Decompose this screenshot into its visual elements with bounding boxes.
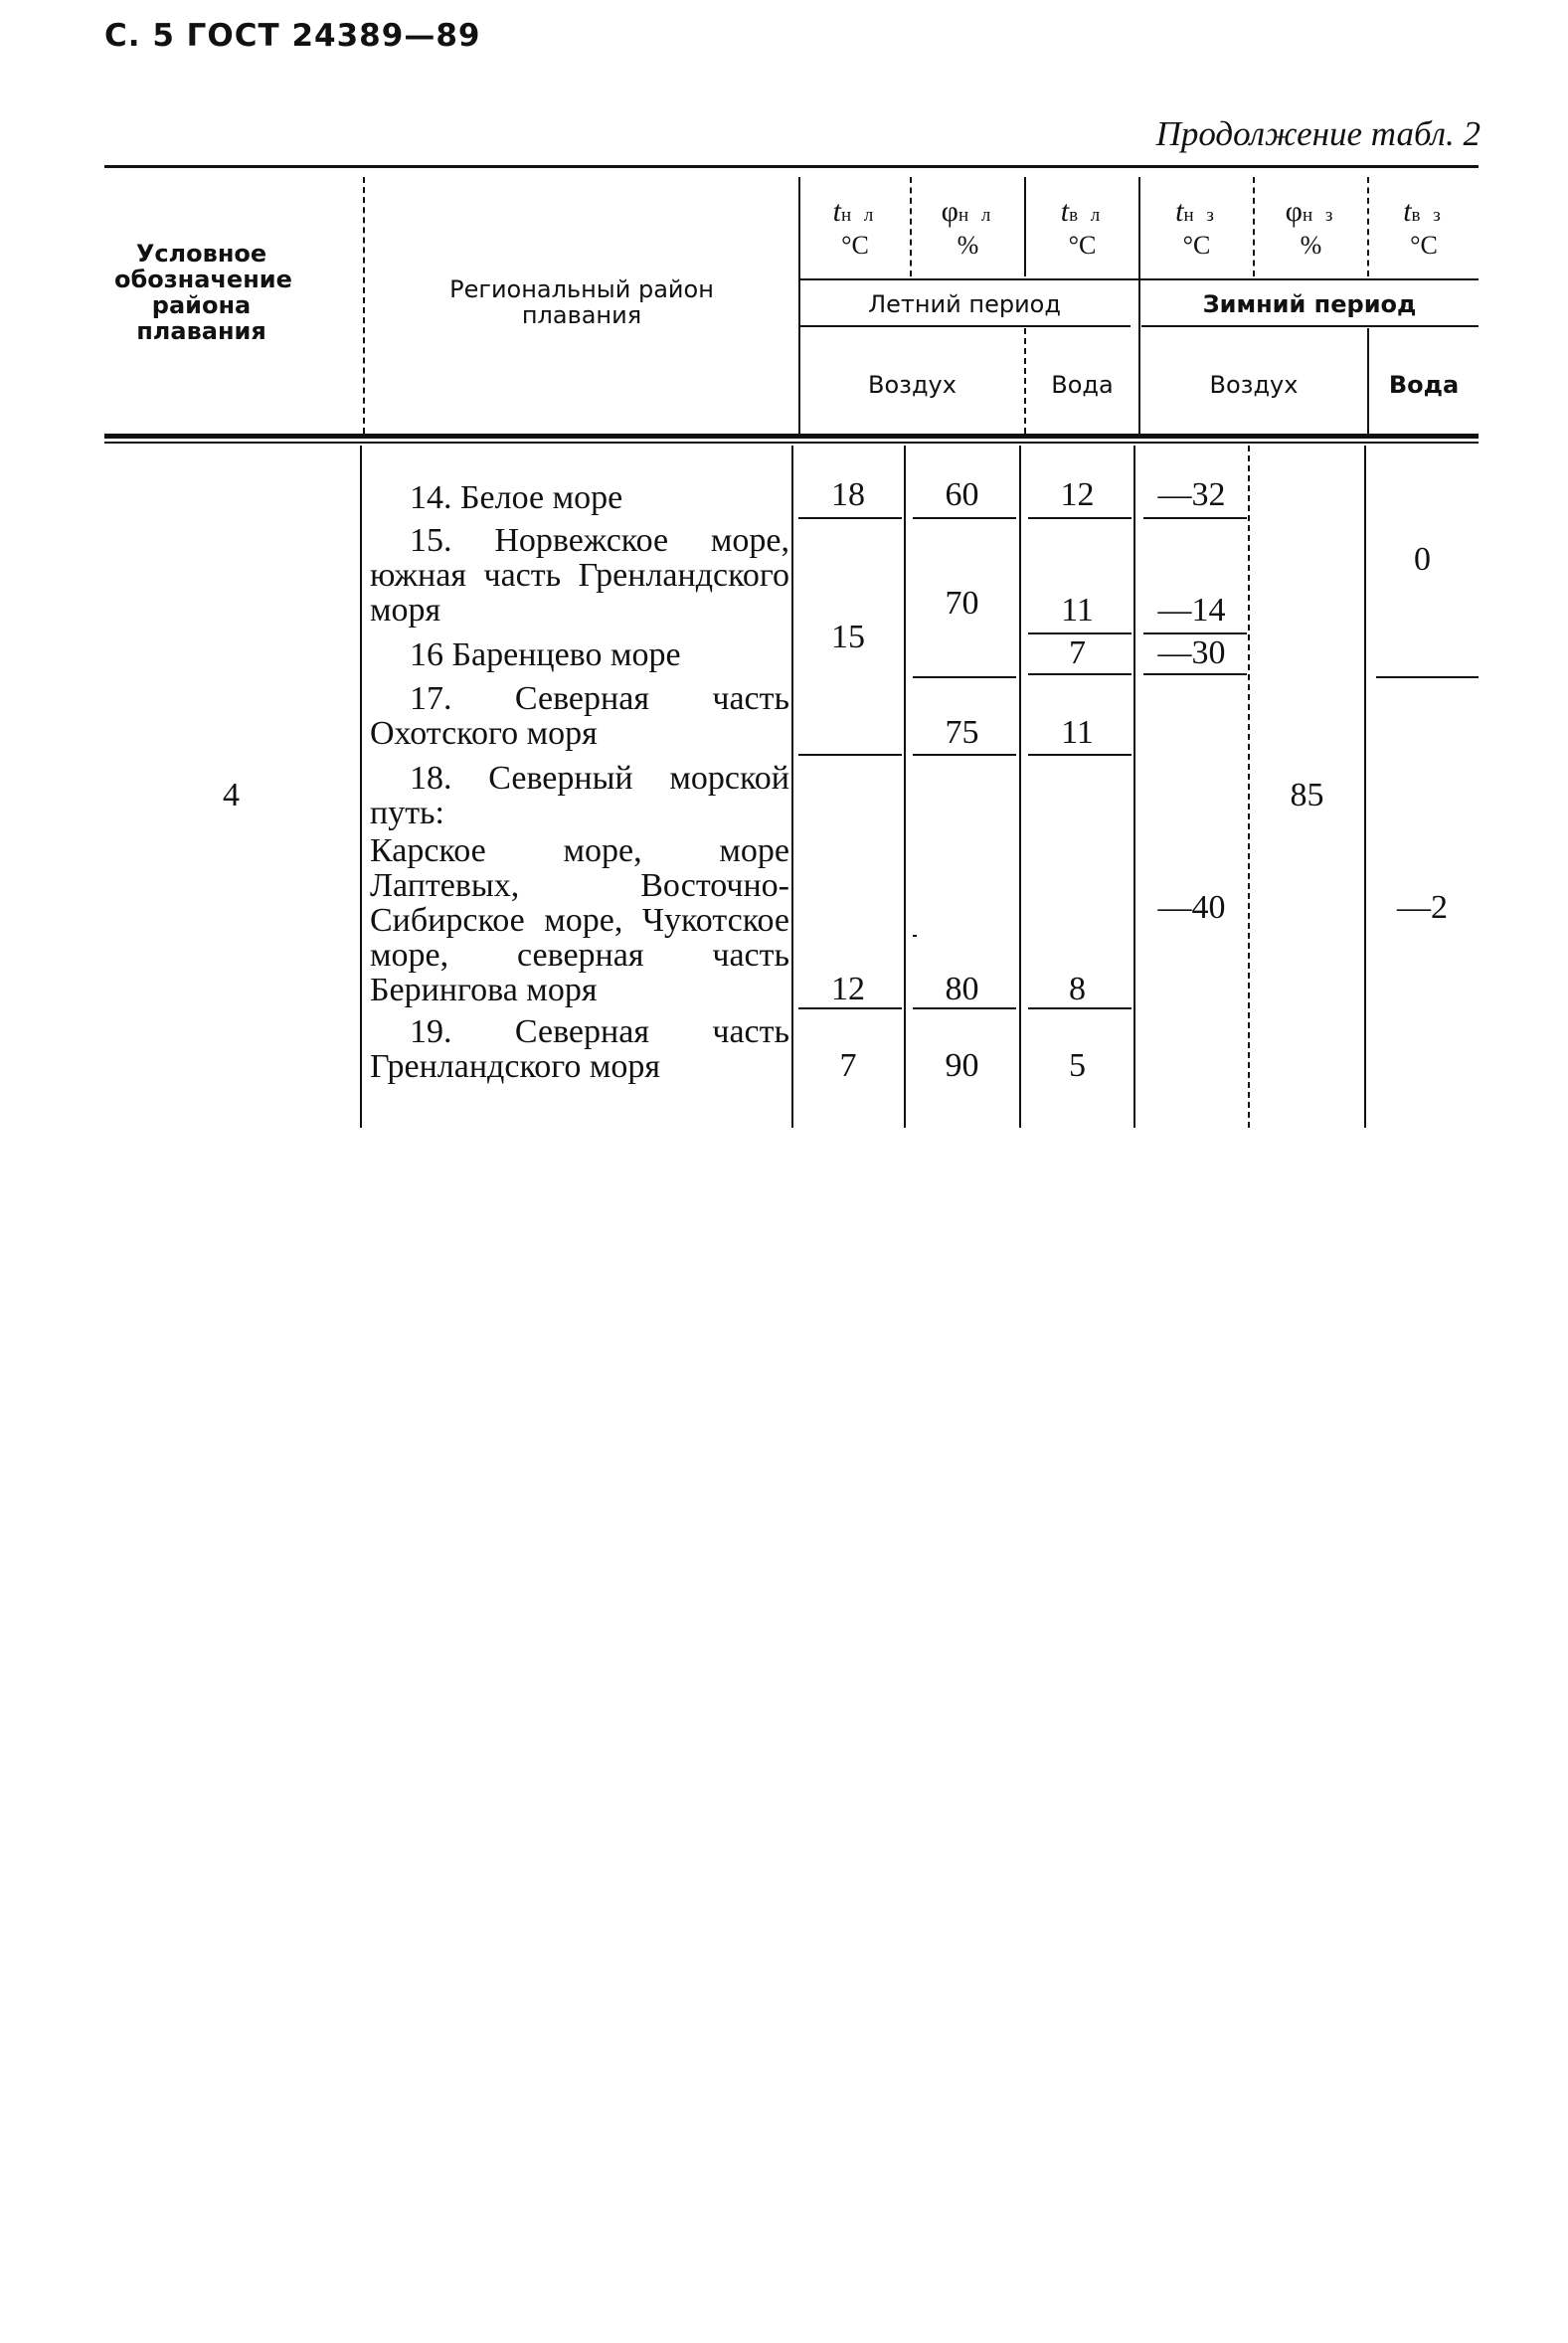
value-cell: —32 xyxy=(1157,476,1226,513)
value-cell: 7 xyxy=(839,1047,857,1084)
row-rule xyxy=(798,1007,902,1009)
page-header: С. 5 ГОСТ 24389—89 xyxy=(104,18,481,54)
header-rule xyxy=(1141,325,1479,327)
table-top-rule xyxy=(104,165,1479,168)
row-rule xyxy=(913,754,1016,756)
row-rule xyxy=(1028,517,1132,519)
symbol-phi-air-summer: φн л % xyxy=(941,195,995,260)
value-cell: 0 xyxy=(1414,541,1431,578)
header-body-rule xyxy=(104,442,1479,444)
value-cell: —2 xyxy=(1397,889,1448,926)
row-rule xyxy=(798,517,902,519)
row-rule xyxy=(913,935,917,937)
row-rule xyxy=(1143,673,1247,675)
value-cell: 80 xyxy=(945,971,979,1007)
value-cell: 70 xyxy=(945,585,979,622)
value-cell: 90 xyxy=(945,1047,979,1084)
value-cell: 18 xyxy=(831,476,865,513)
region-row-14: 14. Белое море xyxy=(410,479,623,516)
area-code: 4 xyxy=(223,777,240,813)
row-rule xyxy=(913,517,1016,519)
col-divider xyxy=(363,177,365,434)
table-continuation-caption: Продолжение табл. 2 xyxy=(1155,114,1481,153)
value-cell: 11 xyxy=(1061,714,1094,751)
header-rule xyxy=(798,325,1131,327)
value-cell: 12 xyxy=(831,971,865,1007)
column-header-region: Региональный район плавания xyxy=(449,275,714,329)
value-cell: 11 xyxy=(1061,592,1094,629)
col-divider xyxy=(791,446,793,1128)
water-summer-label: Вода xyxy=(1051,371,1114,399)
col-divider xyxy=(1133,446,1135,1128)
region-row-18: 18. Северный морской путь: xyxy=(370,760,789,831)
region-row-15: 15. Норвежское море, южная часть Гренландского моря xyxy=(370,522,789,629)
region-row-18-detail: Карское море, море Лаптевых, Восточно-Сибирское море, Чукотское море, северная часть Берингова моря xyxy=(370,832,789,1008)
region-row-19: 19. Северная часть Гренландского моря xyxy=(370,1013,789,1085)
symbol-t-air-summer: tн л °C xyxy=(832,195,878,260)
water-winter-label: Вода xyxy=(1388,371,1460,399)
row-rule xyxy=(1143,517,1247,519)
value-cell: 85 xyxy=(1290,777,1324,813)
row-rule xyxy=(1028,1007,1132,1009)
row-rule xyxy=(798,754,902,756)
value-cell: —40 xyxy=(1157,889,1226,926)
header-rule xyxy=(798,278,1479,280)
row-rule xyxy=(913,1007,1016,1009)
col-divider xyxy=(360,446,362,1128)
value-cell: 75 xyxy=(945,714,979,751)
value-cell: 12 xyxy=(1060,476,1095,513)
value-cell: —14 xyxy=(1157,592,1226,629)
value-cell: 7 xyxy=(1069,634,1086,671)
region-row-17: 17. Северная часть Охотского моря xyxy=(370,680,789,752)
region-row-16: 16 Баренцево море xyxy=(410,636,681,673)
value-cell: 60 xyxy=(945,476,979,513)
symbol-t-water-winter: tв з °C xyxy=(1403,195,1445,260)
value-cell: 8 xyxy=(1069,971,1086,1007)
period-summer-label: Летний период xyxy=(868,290,1061,318)
row-rule xyxy=(913,676,1016,678)
value-cell: —30 xyxy=(1157,634,1226,671)
col-divider xyxy=(1019,446,1021,1128)
value-cell: 5 xyxy=(1069,1047,1086,1084)
symbol-t-water-summer: tв л °C xyxy=(1060,195,1105,260)
symbol-t-air-winter: tн з °C xyxy=(1175,195,1218,260)
column-header-code: Условное обозначение района плавания xyxy=(114,240,292,345)
period-winter-label: Зимний период xyxy=(1202,290,1417,318)
air-summer-label: Воздух xyxy=(868,371,957,399)
header-body-rule xyxy=(104,434,1479,439)
row-rule xyxy=(1028,754,1132,756)
value-cell: 15 xyxy=(831,619,865,655)
row-rule xyxy=(1376,676,1479,678)
row-rule xyxy=(1028,673,1132,675)
symbol-phi-air-winter: φн з % xyxy=(1285,195,1337,260)
col-divider xyxy=(904,446,906,1128)
air-winter-label: Воздух xyxy=(1209,371,1299,399)
